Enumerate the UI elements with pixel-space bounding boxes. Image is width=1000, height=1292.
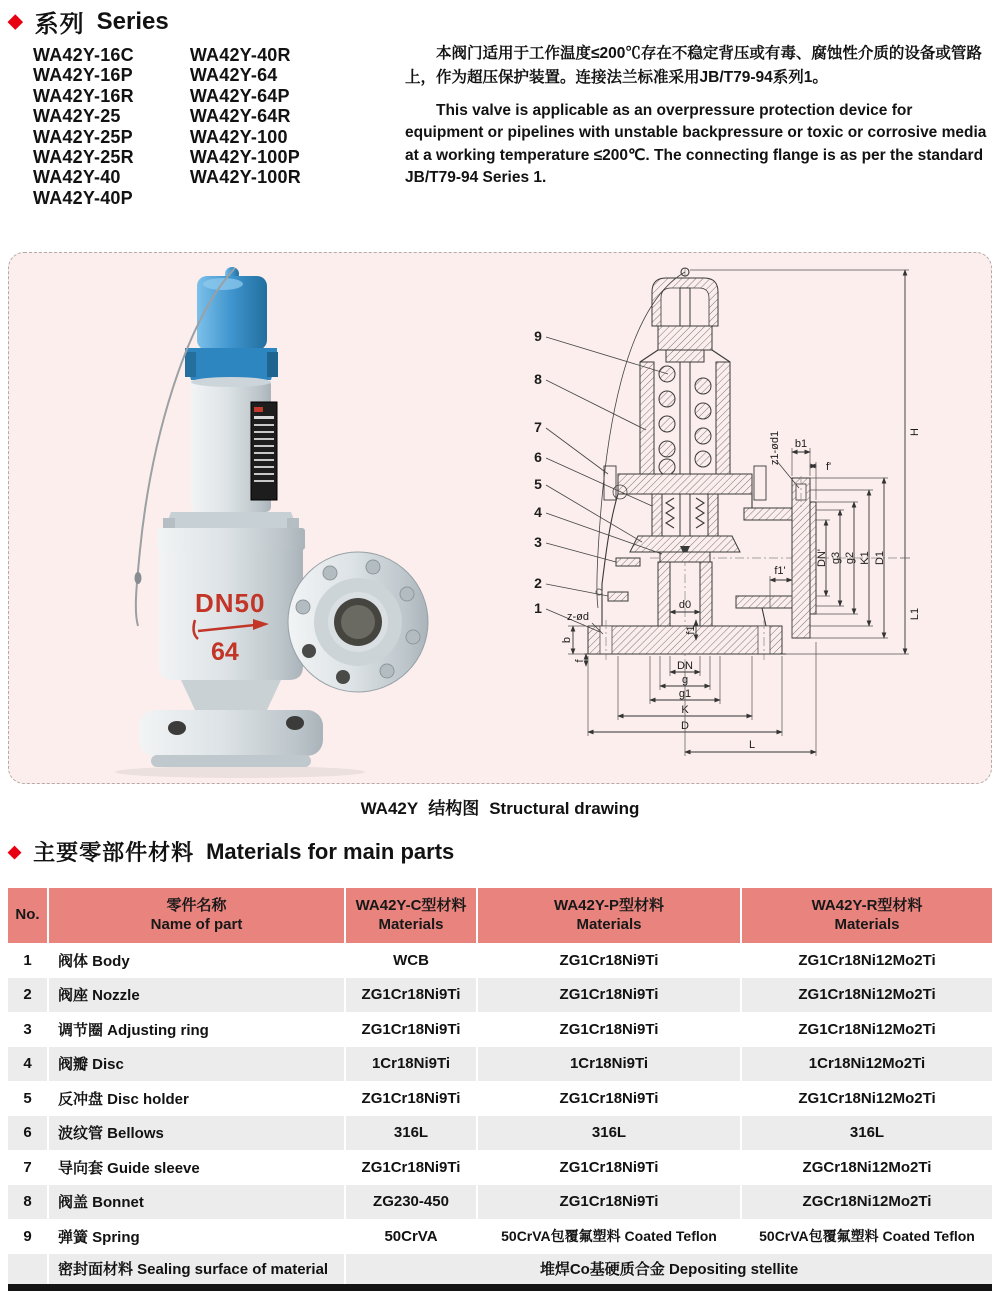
cell-r-material: ZG1Cr18Ni12Mo2Ti xyxy=(798,1089,936,1107)
diamond-bullet-icon: ◆ xyxy=(8,842,22,861)
cell-r-material: 316L xyxy=(849,1124,885,1142)
drawing-valve-section xyxy=(584,268,816,660)
cell-p-material: 50CrVA包覆氟塑料 Coated Teflon xyxy=(477,1219,741,1254)
cell-sealing-value: 堆焊Co基硬质合金 Depositing stellite xyxy=(539,1261,799,1278)
cell-part-name: 调节圈 Adjusting ring xyxy=(48,1012,345,1047)
cell-part-name: 阀体 Body xyxy=(48,943,345,978)
dim-label-g3: g3 xyxy=(830,551,842,565)
model-item: WA42Y-40P xyxy=(33,187,133,208)
cell-p-material: ZG1Cr18Ni9Ti xyxy=(477,978,741,1013)
cell-part-name: 阀瓣 Disc xyxy=(48,1047,345,1082)
cell-no: 3 xyxy=(8,1012,48,1047)
cell-c-material: ZG1Cr18Ni9Ti xyxy=(345,1081,477,1116)
dim-label-b: b xyxy=(561,636,573,644)
cell-c-material: ZG1Cr18Ni9Ti xyxy=(345,978,477,1013)
model-column-1 xyxy=(33,45,134,208)
cell-c-material: ZG230-450 xyxy=(345,1185,477,1220)
cell-c-material: ZG1Cr18Ni9Ti xyxy=(345,1150,477,1185)
model-item: WA42Y-100R xyxy=(189,167,301,188)
col-header-p-material: WA42Y-P型材料 Materials xyxy=(477,888,741,943)
callout-9: 9 xyxy=(534,328,542,344)
series-heading-zh: 系列 xyxy=(34,11,85,38)
table-header-row xyxy=(8,888,992,943)
cell-p-material: ZG1Cr18Ni9Ti xyxy=(477,943,741,978)
cell-no: 6 xyxy=(8,1116,48,1151)
dim-label-g2: g2 xyxy=(844,551,856,565)
cell-r-material: ZG1Cr18Ni12Mo2Ti xyxy=(798,1020,936,1038)
dim-label-z-od: z-ød xyxy=(567,611,589,623)
cell-no: 1 xyxy=(8,943,48,978)
table-row xyxy=(8,1185,992,1220)
dim-label-k: K xyxy=(681,704,689,716)
table-row xyxy=(8,943,992,978)
model-item: WA42Y-40 xyxy=(33,167,121,188)
callout-7: 7 xyxy=(534,419,542,435)
dim-label-dn-prime: DN' xyxy=(816,549,828,567)
materials-table xyxy=(8,888,992,1284)
callout-1: 1 xyxy=(534,600,542,616)
model-item: WA42Y-16R xyxy=(33,85,134,106)
cell-no: 2 xyxy=(8,978,48,1013)
col-header-r-material: WA42Y-R型材料 Materials xyxy=(741,888,992,943)
cell-no-empty xyxy=(8,1254,48,1284)
table-footer-row xyxy=(8,1254,992,1284)
dim-label-f1: f1 xyxy=(685,625,697,635)
table-row xyxy=(8,1081,992,1116)
valve-base xyxy=(139,680,323,767)
model-item: WA42Y-16C xyxy=(33,45,134,65)
dim-label-k1: K1 xyxy=(859,551,871,565)
series-heading-en: Series xyxy=(96,7,169,35)
valve-shadow xyxy=(115,766,365,778)
col-header-no: No. xyxy=(8,888,48,943)
drawing-dimensions xyxy=(561,270,921,756)
valve-nameplate xyxy=(251,402,277,500)
col-header-c-material: WA42Y-C型材料 Materials xyxy=(345,888,477,943)
cell-r-material: 50CrVA包覆氟塑料 Coated Teflon xyxy=(759,1228,975,1245)
model-item: WA42Y-64P xyxy=(189,85,290,106)
dim-label-z1-od1: z1-ød1 xyxy=(769,430,781,466)
model-item: WA42Y-25R xyxy=(33,147,134,168)
model-item: WA42Y-100 xyxy=(189,126,288,147)
table-row xyxy=(8,1219,992,1254)
dim-label-b1: b1 xyxy=(794,438,808,450)
dim-label-g1: g1 xyxy=(678,688,692,700)
cell-c-material: 1Cr18Ni9Ti xyxy=(345,1047,477,1082)
callout-8: 8 xyxy=(534,371,542,387)
dim-label-f1-prime: f1' xyxy=(774,565,786,577)
callout-5: 5 xyxy=(534,476,542,492)
dim-label-g: g xyxy=(681,674,689,686)
outlet-flange xyxy=(288,552,428,692)
model-item: WA42Y-40R xyxy=(189,45,291,65)
materials-heading xyxy=(8,836,454,867)
valve-neck xyxy=(191,377,277,512)
cell-p-material: 1Cr18Ni9Ti xyxy=(477,1047,741,1082)
callout-3: 3 xyxy=(534,534,542,550)
caption-zh: 结构图 xyxy=(428,799,480,818)
diamond-bullet-icon: ◆ xyxy=(8,11,23,32)
cell-part-name: 弹簧 Spring xyxy=(48,1219,345,1254)
figure-caption xyxy=(0,794,1000,819)
dn-marking: DN50 xyxy=(195,588,266,618)
cell-c-material: ZG1Cr18Ni9Ti xyxy=(345,1012,477,1047)
cell-part-name: 导向套 Guide sleeve xyxy=(48,1150,345,1185)
model-item: WA42Y-16P xyxy=(33,65,133,86)
cell-no: 8 xyxy=(8,1185,48,1220)
dim-label-l: L xyxy=(748,739,756,751)
cell-part-name: 波纹管 Bellows xyxy=(48,1116,345,1151)
model-column-2 xyxy=(190,45,301,208)
materials-heading-en: Materials for main parts xyxy=(206,838,455,864)
series-heading xyxy=(8,4,169,39)
valve-bonnet xyxy=(157,512,305,550)
model-item: WA42Y-64R xyxy=(189,106,291,127)
cell-no: 9 xyxy=(8,1219,48,1254)
dim-label-d0: d0 xyxy=(678,599,692,611)
dim-label-d1: D1 xyxy=(874,550,886,566)
table-row xyxy=(8,1012,992,1047)
cell-p-material: 316L xyxy=(477,1116,741,1151)
valve-photo xyxy=(45,260,445,780)
pn-marking: 64 xyxy=(211,638,239,666)
cell-r-material: ZGCr18Ni12Mo2Ti xyxy=(802,1158,932,1176)
cell-c-material: 316L xyxy=(345,1116,477,1151)
callout-4: 4 xyxy=(534,504,542,520)
cell-no: 7 xyxy=(8,1150,48,1185)
series-model-list xyxy=(33,45,301,208)
cell-no: 4 xyxy=(8,1047,48,1082)
dim-label-l1: L1 xyxy=(909,607,921,621)
table-row xyxy=(8,1150,992,1185)
col-header-name: 零件名称 Name of part xyxy=(48,888,345,943)
cell-sealing-label: 密封面材料 Sealing surface of material xyxy=(48,1254,345,1284)
model-item: WA42Y-25P xyxy=(33,126,133,147)
table-row xyxy=(8,978,992,1013)
description-zh: 本阀门适用于工作温度≤200℃存在不稳定背压或有毒、腐蚀性介质的设备或管路上，作为超压保护装置。连接法兰标准采用JB/T79-94系列1。 xyxy=(405,45,982,86)
dim-label-f-prime: f' xyxy=(826,461,832,473)
caption-en: Structural drawing xyxy=(489,799,640,818)
dim-label-h: H xyxy=(909,428,921,436)
table-row xyxy=(8,1116,992,1151)
cell-no: 5 xyxy=(8,1081,48,1116)
callout-2: 2 xyxy=(534,575,542,591)
description-en: This valve is applicable as an overpressure protection device for equipment or pipelines with unstable backpressure or toxic or corrosive media at a working temperature ≤200℃. The connecting flange is as per the standard JB/T79-94 Series 1. xyxy=(405,102,987,187)
cell-r-material: ZGCr18Ni12Mo2Ti xyxy=(802,1193,932,1211)
callout-6: 6 xyxy=(534,449,542,465)
cell-p-material: ZG1Cr18Ni9Ti xyxy=(477,1081,741,1116)
caption-model: WA42Y xyxy=(360,799,419,818)
table-row xyxy=(8,1047,992,1082)
cell-r-material: 1Cr18Ni12Mo2Ti xyxy=(808,1055,926,1073)
dim-label-f: f xyxy=(574,659,586,663)
table-bottom-rule xyxy=(8,1284,992,1291)
cell-p-material: ZG1Cr18Ni9Ti xyxy=(477,1185,741,1220)
dim-label-d: D xyxy=(681,720,689,732)
cell-r-material: ZG1Cr18Ni12Mo2Ti xyxy=(798,951,936,969)
model-item: WA42Y-25 xyxy=(33,106,121,127)
cell-part-name: 反冲盘 Disc holder xyxy=(48,1081,345,1116)
cell-r-material: ZG1Cr18Ni12Mo2Ti xyxy=(798,986,936,1004)
cell-p-material: ZG1Cr18Ni9Ti xyxy=(477,1150,741,1185)
structural-drawing xyxy=(500,262,965,784)
cell-part-name: 阀盖 Bonnet xyxy=(48,1185,345,1220)
valve-description xyxy=(405,42,992,190)
cell-part-name: 阀座 Nozzle xyxy=(48,978,345,1013)
cell-c-material: 50CrVA xyxy=(345,1219,477,1254)
cell-p-material: ZG1Cr18Ni9Ti xyxy=(477,1012,741,1047)
model-item: WA42Y-64 xyxy=(189,65,278,86)
model-item: WA42Y-100P xyxy=(189,147,300,168)
materials-heading-zh: 主要零部件材料 xyxy=(33,840,195,865)
cell-c-material: WCB xyxy=(345,943,477,978)
dim-label-dn: DN xyxy=(677,660,693,672)
